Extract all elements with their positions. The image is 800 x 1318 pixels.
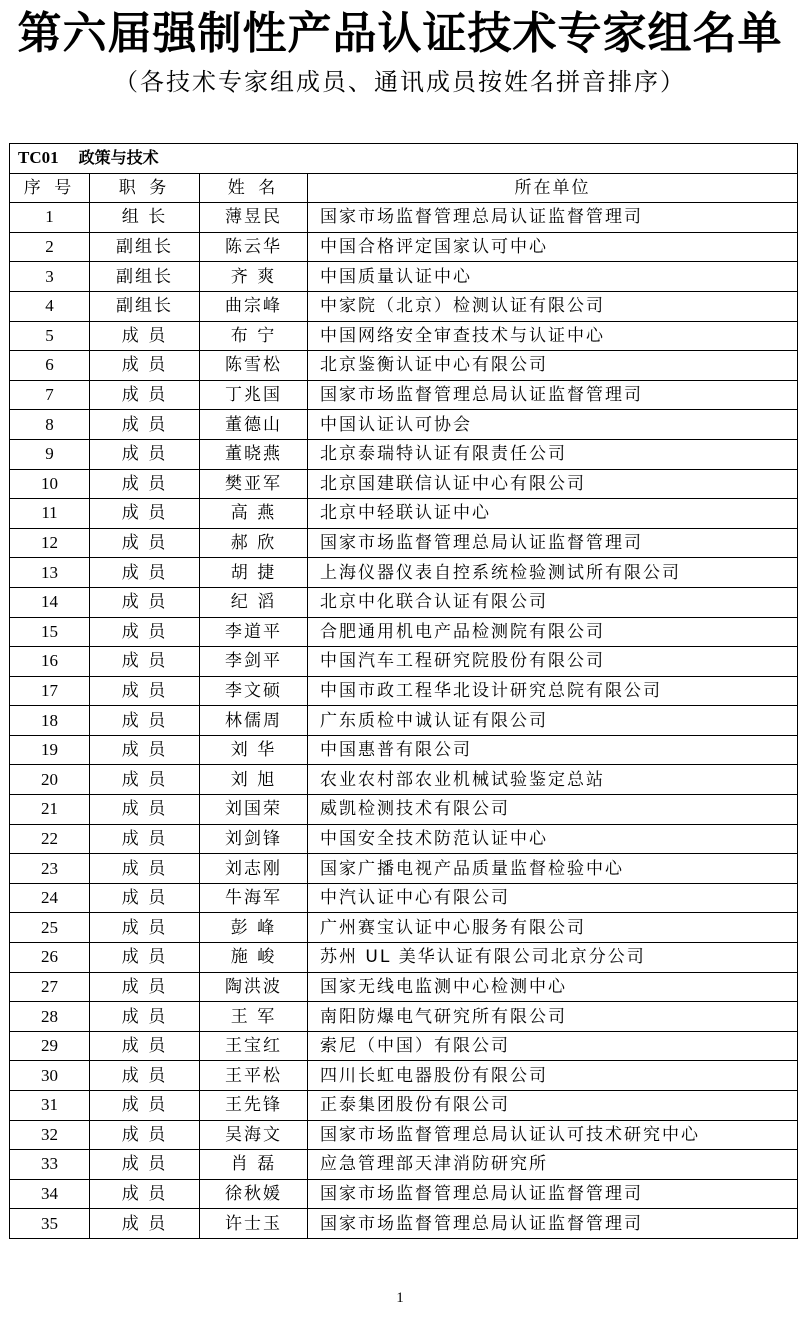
cell-role: 成 员 (90, 1209, 200, 1239)
cell-role: 成 员 (90, 676, 200, 706)
group-heading-cell (10, 144, 798, 174)
table-row (10, 1061, 798, 1091)
cell-org: 中国合格评定国家认可中心 (308, 232, 798, 262)
cell-name: 樊亚军 (200, 469, 308, 499)
document-title: 第六届强制性产品认证技术专家组名单 (17, 8, 783, 59)
document-subtitle: （各技术专家组成员、通讯成员按姓名拼音排序） (114, 68, 686, 96)
table-row (10, 1091, 798, 1121)
cell-name: 郝 欣 (200, 528, 308, 558)
table-row (10, 1002, 798, 1032)
cell-seq: 29 (10, 1031, 90, 1061)
cell-name: 刘剑锋 (200, 824, 308, 854)
cell-seq: 15 (10, 617, 90, 647)
table-row (10, 1120, 798, 1150)
table-row (10, 469, 798, 499)
table-row (10, 706, 798, 736)
table-row (10, 617, 798, 647)
cell-role: 成 员 (90, 1179, 200, 1209)
cell-org: 中国安全技术防范认证中心 (308, 824, 798, 854)
cell-name: 刘志刚 (200, 854, 308, 884)
cell-role: 成 员 (90, 1120, 200, 1150)
cell-name: 薄昱民 (200, 203, 308, 233)
cell-name: 董晓燕 (200, 439, 308, 469)
cell-org: 国家市场监督管理总局认证监督管理司 (308, 528, 798, 558)
cell-seq: 24 (10, 883, 90, 913)
cell-seq: 31 (10, 1091, 90, 1121)
cell-org: 中国认证认可协会 (308, 410, 798, 440)
table-row (10, 410, 798, 440)
expert-roster-table (9, 143, 798, 1239)
cell-org: 北京国建联信认证中心有限公司 (308, 469, 798, 499)
cell-org: 国家无线电监测中心检测中心 (308, 972, 798, 1002)
cell-role: 成 员 (90, 1002, 200, 1032)
cell-name: 肖 磊 (200, 1150, 308, 1180)
table-row (10, 765, 798, 795)
cell-name: 彭 峰 (200, 913, 308, 943)
table-row (10, 854, 798, 884)
cell-role: 组 长 (90, 203, 200, 233)
cell-role: 成 员 (90, 499, 200, 529)
column-header-org: 所在单位 (308, 173, 798, 203)
cell-seq: 2 (10, 232, 90, 262)
cell-org: 北京中化联合认证有限公司 (308, 587, 798, 617)
group-header-row (10, 144, 798, 174)
cell-name: 曲宗峰 (200, 291, 308, 321)
cell-role: 成 员 (90, 943, 200, 973)
column-header-row (10, 173, 798, 203)
cell-seq: 34 (10, 1179, 90, 1209)
table-row (10, 883, 798, 913)
cell-org: 中家院（北京）检测认证有限公司 (308, 291, 798, 321)
table-row (10, 528, 798, 558)
cell-org: 中国汽车工程研究院股份有限公司 (308, 647, 798, 677)
table-row (10, 647, 798, 677)
cell-org: 北京中轻联认证中心 (308, 499, 798, 529)
cell-name: 李剑平 (200, 647, 308, 677)
table-row (10, 735, 798, 765)
cell-org: 苏州 UL 美华认证有限公司北京分公司 (308, 943, 798, 973)
cell-org: 国家市场监督管理总局认证认可技术研究中心 (308, 1120, 798, 1150)
cell-org: 应急管理部天津消防研究所 (308, 1150, 798, 1180)
cell-org: 上海仪器仪表自控系统检验测试所有限公司 (308, 558, 798, 588)
cell-seq: 21 (10, 795, 90, 825)
cell-seq: 28 (10, 1002, 90, 1032)
cell-name: 吴海文 (200, 1120, 308, 1150)
table-row (10, 1209, 798, 1239)
table-row (10, 380, 798, 410)
cell-seq: 22 (10, 824, 90, 854)
cell-seq: 13 (10, 558, 90, 588)
cell-org: 农业农村部农业机械试验鉴定总站 (308, 765, 798, 795)
cell-org: 威凯检测技术有限公司 (308, 795, 798, 825)
cell-name: 王先锋 (200, 1091, 308, 1121)
group-name: 政策与技术 (78, 148, 159, 168)
cell-org: 国家市场监督管理总局认证监督管理司 (308, 1209, 798, 1239)
cell-role: 成 员 (90, 617, 200, 647)
table-row (10, 943, 798, 973)
cell-name: 李道平 (200, 617, 308, 647)
cell-org: 北京泰瑞特认证有限责任公司 (308, 439, 798, 469)
cell-org: 国家市场监督管理总局认证监督管理司 (308, 1179, 798, 1209)
cell-org: 中国市政工程华北设计研究总院有限公司 (308, 676, 798, 706)
cell-name: 许士玉 (200, 1209, 308, 1239)
cell-role: 成 员 (90, 647, 200, 677)
cell-seq: 4 (10, 291, 90, 321)
cell-seq: 25 (10, 913, 90, 943)
cell-role: 副组长 (90, 232, 200, 262)
cell-role: 成 员 (90, 883, 200, 913)
cell-name: 董德山 (200, 410, 308, 440)
cell-seq: 11 (10, 499, 90, 529)
cell-org: 四川长虹电器股份有限公司 (308, 1061, 798, 1091)
cell-name: 牛海军 (200, 883, 308, 913)
cell-seq: 3 (10, 262, 90, 292)
table-row (10, 439, 798, 469)
cell-org: 国家市场监督管理总局认证监督管理司 (308, 380, 798, 410)
cell-org: 索尼（中国）有限公司 (308, 1031, 798, 1061)
cell-org: 国家市场监督管理总局认证监督管理司 (308, 203, 798, 233)
cell-seq: 33 (10, 1150, 90, 1180)
table-row (10, 795, 798, 825)
cell-role: 成 员 (90, 824, 200, 854)
cell-role: 成 员 (90, 1061, 200, 1091)
cell-name: 丁兆国 (200, 380, 308, 410)
cell-seq: 26 (10, 943, 90, 973)
cell-name: 王宝红 (200, 1031, 308, 1061)
cell-seq: 23 (10, 854, 90, 884)
cell-role: 成 员 (90, 410, 200, 440)
cell-name: 高 燕 (200, 499, 308, 529)
table-row (10, 291, 798, 321)
cell-name: 陈雪松 (200, 351, 308, 381)
cell-name: 陈云华 (200, 232, 308, 262)
cell-seq: 32 (10, 1120, 90, 1150)
cell-role: 成 员 (90, 380, 200, 410)
table-row (10, 1179, 798, 1209)
group-code: TC01 (18, 148, 59, 168)
cell-name: 徐秋媛 (200, 1179, 308, 1209)
table-row (10, 232, 798, 262)
cell-name: 王平松 (200, 1061, 308, 1091)
cell-role: 成 员 (90, 558, 200, 588)
cell-role: 成 员 (90, 765, 200, 795)
column-header-name: 姓 名 (200, 173, 308, 203)
cell-role: 成 员 (90, 1091, 200, 1121)
cell-name: 刘 旭 (200, 765, 308, 795)
cell-org: 国家广播电视产品质量监督检验中心 (308, 854, 798, 884)
cell-name: 陶洪波 (200, 972, 308, 1002)
cell-name: 林儒周 (200, 706, 308, 736)
cell-role: 成 员 (90, 972, 200, 1002)
table-row (10, 824, 798, 854)
cell-name: 刘国荣 (200, 795, 308, 825)
table-row (10, 203, 798, 233)
cell-org: 广州赛宝认证中心服务有限公司 (308, 913, 798, 943)
cell-role: 副组长 (90, 291, 200, 321)
table-row (10, 676, 798, 706)
cell-org: 南阳防爆电气研究所有限公司 (308, 1002, 798, 1032)
table-row (10, 262, 798, 292)
cell-role: 成 员 (90, 735, 200, 765)
cell-name: 李文硕 (200, 676, 308, 706)
cell-name: 齐 爽 (200, 262, 308, 292)
cell-seq: 14 (10, 587, 90, 617)
cell-org: 中国网络安全审查技术与认证中心 (308, 321, 798, 351)
cell-seq: 16 (10, 647, 90, 677)
cell-name: 布 宁 (200, 321, 308, 351)
table-row (10, 351, 798, 381)
cell-role: 成 员 (90, 439, 200, 469)
page-number: 1 (396, 1290, 404, 1306)
cell-org: 中国惠普有限公司 (308, 735, 798, 765)
cell-seq: 8 (10, 410, 90, 440)
cell-role: 成 员 (90, 706, 200, 736)
cell-org: 中汽认证中心有限公司 (308, 883, 798, 913)
cell-role: 成 员 (90, 913, 200, 943)
cell-seq: 20 (10, 765, 90, 795)
cell-seq: 30 (10, 1061, 90, 1091)
cell-seq: 19 (10, 735, 90, 765)
cell-name: 施 峻 (200, 943, 308, 973)
cell-seq: 6 (10, 351, 90, 381)
cell-name: 刘 华 (200, 735, 308, 765)
cell-seq: 9 (10, 439, 90, 469)
cell-seq: 12 (10, 528, 90, 558)
cell-org: 正泰集团股份有限公司 (308, 1091, 798, 1121)
table-row (10, 321, 798, 351)
cell-role: 成 员 (90, 1150, 200, 1180)
cell-seq: 1 (10, 203, 90, 233)
column-header-seq: 序 号 (10, 173, 90, 203)
cell-seq: 7 (10, 380, 90, 410)
cell-org: 北京鉴衡认证中心有限公司 (308, 351, 798, 381)
table-row (10, 499, 798, 529)
cell-role: 副组长 (90, 262, 200, 292)
cell-seq: 17 (10, 676, 90, 706)
cell-role: 成 员 (90, 528, 200, 558)
cell-role: 成 员 (90, 795, 200, 825)
table-row (10, 587, 798, 617)
cell-seq: 5 (10, 321, 90, 351)
cell-org: 中国质量认证中心 (308, 262, 798, 292)
cell-name: 纪 滔 (200, 587, 308, 617)
cell-role: 成 员 (90, 587, 200, 617)
cell-role: 成 员 (90, 854, 200, 884)
column-header-role: 职 务 (90, 173, 200, 203)
cell-role: 成 员 (90, 351, 200, 381)
cell-name: 王 军 (200, 1002, 308, 1032)
cell-name: 胡 捷 (200, 558, 308, 588)
cell-role: 成 员 (90, 469, 200, 499)
cell-seq: 27 (10, 972, 90, 1002)
cell-org: 合肥通用机电产品检测院有限公司 (308, 617, 798, 647)
cell-seq: 10 (10, 469, 90, 499)
cell-role: 成 员 (90, 321, 200, 351)
table-row (10, 1150, 798, 1180)
cell-org: 广东质检中诚认证有限公司 (308, 706, 798, 736)
table-row (10, 558, 798, 588)
cell-seq: 35 (10, 1209, 90, 1239)
table-row (10, 972, 798, 1002)
table-row (10, 913, 798, 943)
cell-seq: 18 (10, 706, 90, 736)
table-row (10, 1031, 798, 1061)
cell-role: 成 员 (90, 1031, 200, 1061)
